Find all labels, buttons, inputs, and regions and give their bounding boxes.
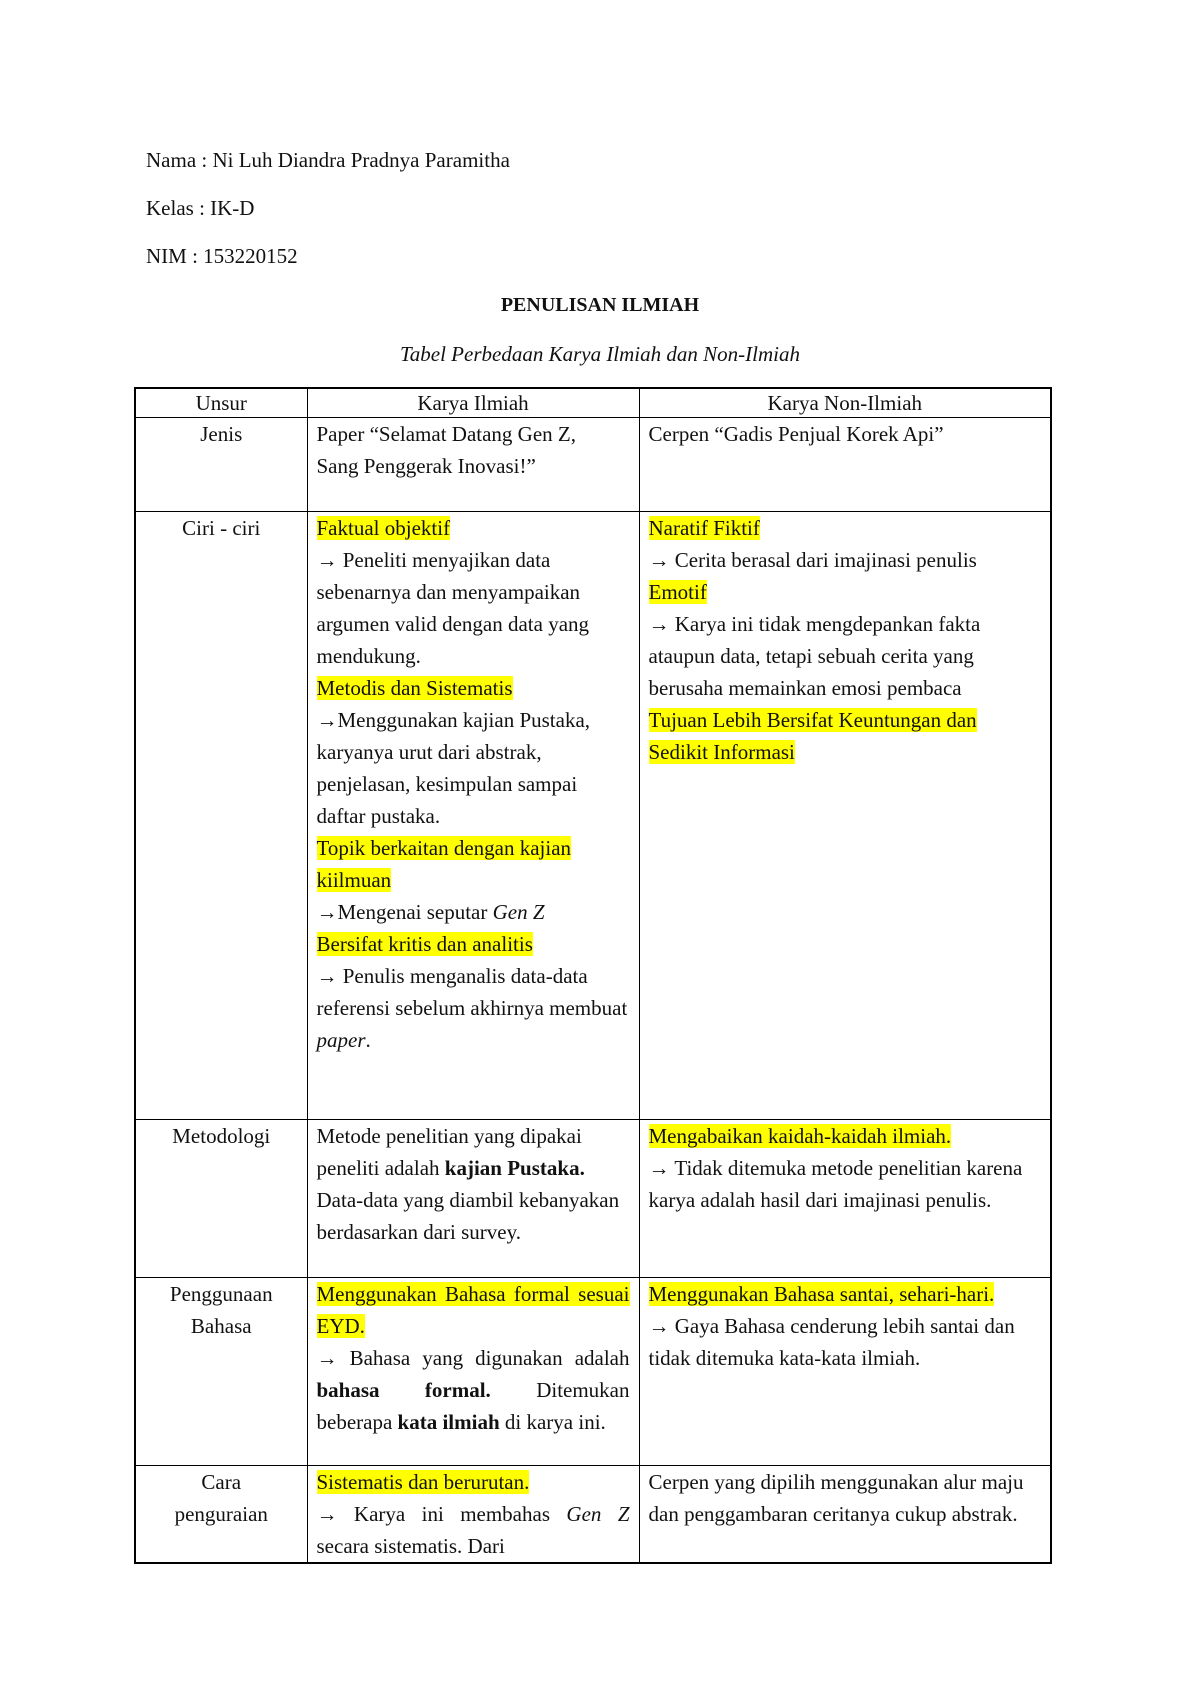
text-run: Data-data yang diambil kebanyakan berdasarkan dari survey.	[316, 1188, 620, 1244]
cell-text: Bahasa	[190, 1314, 252, 1338]
highlighted-point: Sistematis dan berurutan.	[316, 1470, 530, 1494]
table-row-metodologi	[135, 1120, 1051, 1278]
unsur-cell: Jenis	[135, 418, 307, 512]
highlighted-point: Emotif	[648, 580, 707, 604]
student-class: Kelas : IK-D	[146, 196, 255, 220]
bold-run: kata ilmiah	[397, 1410, 500, 1434]
table-row-ciri	[135, 512, 1051, 1120]
header-unsur: Unsur	[135, 388, 307, 418]
cell-text: → Tidak ditemuka metode penelitian karena karya adalah hasil dari imajinasi penulis.	[648, 1156, 1023, 1212]
highlighted-point: Menggunakan Bahasa formal sesuai EYD.	[316, 1282, 630, 1338]
text-run: Ditemukan beberapa	[316, 1378, 630, 1434]
text-run: Metode penelitian yang dipakai peneliti adalah	[316, 1124, 582, 1180]
cell-text: penguraian	[174, 1502, 268, 1526]
highlighted-point: Faktual objektif	[316, 516, 451, 540]
student-nim: NIM : 153220152	[146, 244, 298, 268]
italic-run: Gen Z	[566, 1502, 630, 1526]
text-run: → Bahasa yang digunakan adalah	[316, 1346, 630, 1370]
bold-run: bahasa formal.	[316, 1378, 491, 1402]
ilmiah-cell	[307, 418, 639, 512]
highlighted-point: Metodis dan Sistematis	[316, 676, 513, 700]
ilmiah-cell	[307, 512, 639, 1120]
text-run: → Karya ini membahas	[316, 1502, 567, 1526]
highlighted-point: Mengabaikan kaidah-kaidah ilmiah.	[648, 1124, 952, 1148]
italic-run: paper	[316, 1028, 366, 1052]
highlighted-point: Bersifat kritis dan analitis	[316, 932, 533, 956]
cell-text	[317, 960, 630, 1056]
unsur-cell	[135, 1466, 307, 1564]
document-title: PENULISAN ILMIAH	[500, 294, 700, 316]
cell-text: → Peneliti menyajikan data sebenarnya dan menyampaikan argumen valid dengan data yang mendukung.	[316, 548, 590, 668]
non-ilmiah-cell	[639, 512, 1051, 1120]
cell-text: Sang Penggerak Inovasi!”	[316, 454, 536, 478]
text-run: secara sistematis. Dari	[316, 1534, 505, 1558]
text-run: → Penulis menganalis data-data referensi sebelum akhirnya membuat	[316, 964, 628, 1020]
unsur-cell	[135, 1278, 307, 1466]
table-row-jenis	[135, 418, 1051, 512]
bold-run: kajian Pustaka.	[444, 1156, 585, 1180]
highlighted-block	[317, 1278, 630, 1342]
cell-text: → Gaya Bahasa cenderung lebih santai dan tidak ditemuka kata-kata ilmiah.	[648, 1314, 1015, 1370]
unsur-cell: Ciri - ciri	[135, 512, 307, 1120]
italic-run: Gen Z	[492, 900, 545, 924]
header-karya-non-ilmiah: Karya Non-Ilmiah	[639, 388, 1051, 418]
ilmiah-cell	[307, 1120, 639, 1278]
highlighted-point: Topik berkaitan dengan kajian kiilmuan	[316, 836, 572, 892]
cell-text: Paper “Selamat Datang Gen Z,	[316, 422, 576, 446]
cell-text: → Karya ini tidak mengdepankan fakta ataupun data, tetapi sebuah cerita yang berusaha memainkan emosi pembaca	[648, 612, 981, 700]
non-ilmiah-cell	[639, 1120, 1051, 1278]
table-row-bahasa	[135, 1278, 1051, 1466]
highlighted-block	[317, 832, 630, 896]
highlighted-point: Naratif Fiktif	[648, 516, 760, 540]
non-ilmiah-cell: Cerpen yang dipilih menggunakan alur maju dan penggambaran ceritanya cukup abstrak.	[639, 1466, 1051, 1564]
highlighted-point: Tujuan Lebih Bersifat Keuntungan dan Sedikit Informasi	[648, 708, 977, 764]
cell-text	[317, 1498, 630, 1562]
cell-text: → Cerita berasal dari imajinasi penulis	[648, 548, 977, 572]
highlighted-point: Menggunakan Bahasa santai, sehari-hari.	[648, 1282, 995, 1306]
student-name: Nama : Ni Luh Diandra Pradnya Paramitha	[146, 148, 510, 172]
text-run: →Mengenai seputar	[316, 900, 493, 924]
cell-text: Cara	[201, 1470, 242, 1494]
highlighted-block	[649, 704, 1042, 768]
ilmiah-cell	[307, 1466, 639, 1564]
table-header-row	[135, 388, 1051, 418]
cell-text: Penggunaan	[169, 1282, 273, 1306]
unsur-cell: Metodologi	[135, 1120, 307, 1278]
non-ilmiah-cell: Cerpen “Gadis Penjual Korek Api”	[639, 418, 1051, 512]
ilmiah-cell	[307, 1278, 639, 1466]
text-run: di karya ini.	[499, 1410, 606, 1434]
header-karya-ilmiah: Karya Ilmiah	[307, 388, 639, 418]
cell-text	[317, 896, 630, 928]
table-caption: Tabel Perbedaan Karya Ilmiah dan Non-Ilmiah	[400, 342, 800, 366]
highlighted-block	[649, 1278, 1042, 1310]
text-run: .	[365, 1028, 371, 1052]
cell-text	[317, 1342, 630, 1438]
table-row-penguraian	[135, 1466, 1051, 1564]
comparison-table	[134, 387, 1052, 1564]
non-ilmiah-cell	[639, 1278, 1051, 1466]
cell-text: →Menggunakan kajian Pustaka, karyanya urut dari abstrak, penjelasan, kesimpulan sampai daftar pustaka.	[316, 708, 591, 828]
